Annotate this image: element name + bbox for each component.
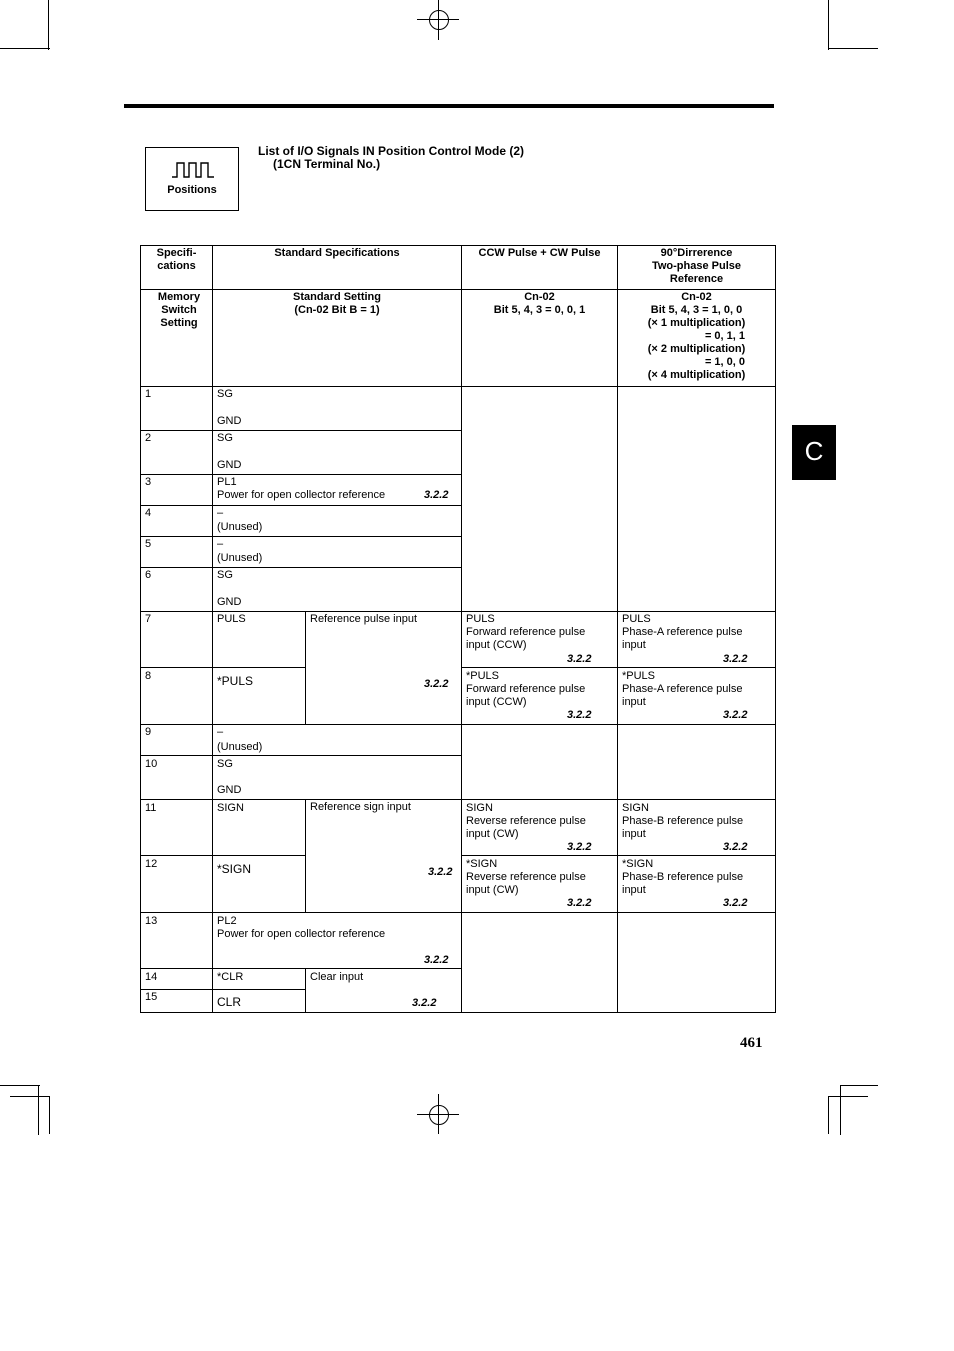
signal-name: *CLR: [217, 971, 244, 983]
text-line: Forward reference pulse: [466, 683, 586, 695]
section-reference: 3.2.2: [424, 678, 449, 690]
title-line-2: (1CN Terminal No.): [273, 157, 381, 171]
text-line: Phase-A reference pulse: [622, 626, 743, 638]
header-text: Two-phase Pulse: [651, 260, 742, 272]
header-text: cations: [157, 260, 196, 272]
signal-description: Power for open collector reference: [217, 928, 386, 940]
section-reference: 3.2.2: [567, 841, 592, 853]
signal-function: Reference sign input: [310, 801, 411, 813]
signal-name: PL2: [217, 915, 237, 927]
text-line: input (CCW): [466, 639, 527, 651]
header-text: (× 2 multiplication): [647, 343, 746, 355]
text-line: input (CCW): [466, 696, 527, 708]
signal-function: Clear input: [310, 971, 364, 983]
ccw-cw-description: [466, 613, 585, 652]
pin-number: 2: [145, 432, 152, 444]
signal-description: (Unused): [217, 552, 263, 564]
text-line: SIGN: [466, 802, 493, 814]
signal-description: Power for open collector reference: [217, 489, 386, 501]
signal-name: SG: [217, 432, 233, 444]
pin-number: 14: [145, 971, 158, 983]
text-line: input: [622, 639, 646, 651]
header-standard-setting: [213, 291, 461, 317]
pulse-train-icon: [171, 161, 215, 179]
pin-number: 13: [145, 915, 158, 927]
title-line-1: List of I/O Signals IN Position Control Mode (2): [258, 144, 524, 158]
page-number: 461: [740, 1035, 763, 1051]
header-specifications: [141, 247, 212, 273]
text-line: input: [622, 828, 646, 840]
section-reference: 3.2.2: [723, 653, 748, 665]
section-reference: 3.2.2: [424, 954, 449, 966]
text-line: input (CW): [466, 828, 519, 840]
pin-number: 15: [145, 991, 158, 1003]
header-memory-switch: [141, 291, 217, 330]
text-line: *SIGN: [622, 858, 654, 870]
header-rule: [124, 104, 774, 108]
signal-name: –: [217, 507, 224, 519]
signal-name: PULS: [217, 613, 246, 625]
header-two-phase: [618, 247, 775, 286]
signal-name: SG: [217, 388, 233, 400]
pin-number: 10: [145, 758, 158, 770]
signal-description: GND: [217, 415, 242, 427]
header-ccw-setting: [462, 291, 617, 317]
section-reference: 3.2.2: [723, 897, 748, 909]
pin-number: 3: [145, 476, 152, 488]
pin-number: 12: [145, 858, 158, 870]
signal-name: CLR: [217, 995, 242, 1009]
ccw-cw-description: [466, 802, 586, 841]
section-reference: 3.2.2: [723, 709, 748, 721]
text-line: PULS: [622, 613, 651, 625]
pin-number: 1: [145, 388, 152, 400]
signal-name: SIGN: [217, 802, 244, 814]
two-phase-description: [622, 858, 743, 897]
header-text: Specifi-: [156, 247, 197, 259]
header-text: = 1, 0, 0: [704, 356, 745, 368]
pin-number: 7: [145, 613, 152, 625]
two-phase-description: [622, 670, 742, 709]
text-line: Phase-B reference pulse: [622, 815, 744, 827]
text-line: PULS: [466, 613, 495, 625]
text-line: Phase-B reference pulse: [622, 871, 744, 883]
signal-name: PL1: [217, 476, 237, 488]
signal-name: SG: [217, 758, 233, 770]
section-reference: 3.2.2: [567, 653, 592, 665]
header-text: (× 4 multiplication): [647, 369, 746, 381]
signal-name: –: [217, 538, 224, 550]
signal-description: (Unused): [217, 741, 263, 753]
header-two-phase-setting: [618, 291, 775, 382]
pin-number: 4: [145, 507, 152, 519]
signal-name: *PULS: [217, 674, 254, 688]
signal-name: SG: [217, 569, 233, 581]
pin-number: 8: [145, 670, 152, 682]
header-standard-specifications: Standard Specifications: [274, 247, 400, 259]
text-line: *SIGN: [466, 858, 498, 870]
text-line: Forward reference pulse: [466, 626, 586, 638]
header-text: = 0, 1, 1: [704, 330, 745, 342]
header-text: Switch: [161, 304, 197, 316]
section-reference: 3.2.2: [412, 997, 437, 1009]
header-text: Cn-02: [524, 291, 555, 303]
section-reference: 3.2.2: [567, 897, 592, 909]
section-reference: 3.2.2: [567, 709, 592, 721]
header-text: (× 1 multiplication): [647, 317, 746, 329]
text-line: input: [622, 696, 646, 708]
ccw-cw-description: [466, 858, 586, 897]
ccw-cw-description: [466, 670, 585, 709]
section-reference: 3.2.2: [428, 866, 453, 878]
badge-label: Positions: [167, 184, 217, 196]
pin-number: 5: [145, 538, 152, 550]
text-line: Phase-A reference pulse: [622, 683, 743, 695]
text-line: Reverse reference pulse: [466, 815, 586, 827]
header-text: Cn-02: [681, 291, 712, 303]
header-text: (Cn-02 Bit B = 1): [294, 304, 380, 316]
signal-function: Reference pulse input: [310, 613, 418, 625]
header-text: Bit 5, 4, 3 = 1, 0, 0: [650, 304, 743, 316]
pin-number: 6: [145, 569, 152, 581]
text-line: *PULS: [466, 670, 500, 682]
text-line: input: [622, 884, 646, 896]
text-line: SIGN: [622, 802, 649, 814]
text-line: input (CW): [466, 884, 519, 896]
pin-number: 9: [145, 726, 152, 738]
signal-description: GND: [217, 459, 242, 471]
header-text: 90°Dirrerence: [660, 247, 733, 259]
section-tab: C: [792, 425, 836, 480]
two-phase-description: [622, 802, 743, 841]
page-title: [258, 145, 524, 171]
header-text: Reference: [669, 273, 724, 285]
pin-number: 11: [145, 802, 157, 814]
signal-name: *SIGN: [217, 862, 252, 876]
signal-name: –: [217, 726, 224, 738]
signal-description: GND: [217, 596, 242, 608]
section-reference: 3.2.2: [424, 489, 449, 501]
text-line: *PULS: [622, 670, 656, 682]
two-phase-description: [622, 613, 742, 652]
header-text: Setting: [160, 317, 198, 329]
header-text: Standard Setting: [292, 291, 381, 303]
section-reference: 3.2.2: [723, 841, 748, 853]
signal-description: (Unused): [217, 521, 263, 533]
header-text: Bit 5, 4, 3 = 0, 0, 1: [493, 304, 586, 316]
signal-description: GND: [217, 784, 242, 796]
text-line: Reverse reference pulse: [466, 871, 586, 883]
header-ccw-cw: CCW Pulse + CW Pulse: [478, 247, 601, 259]
header-text: Memory: [157, 291, 201, 303]
positions-badge: [145, 147, 239, 211]
